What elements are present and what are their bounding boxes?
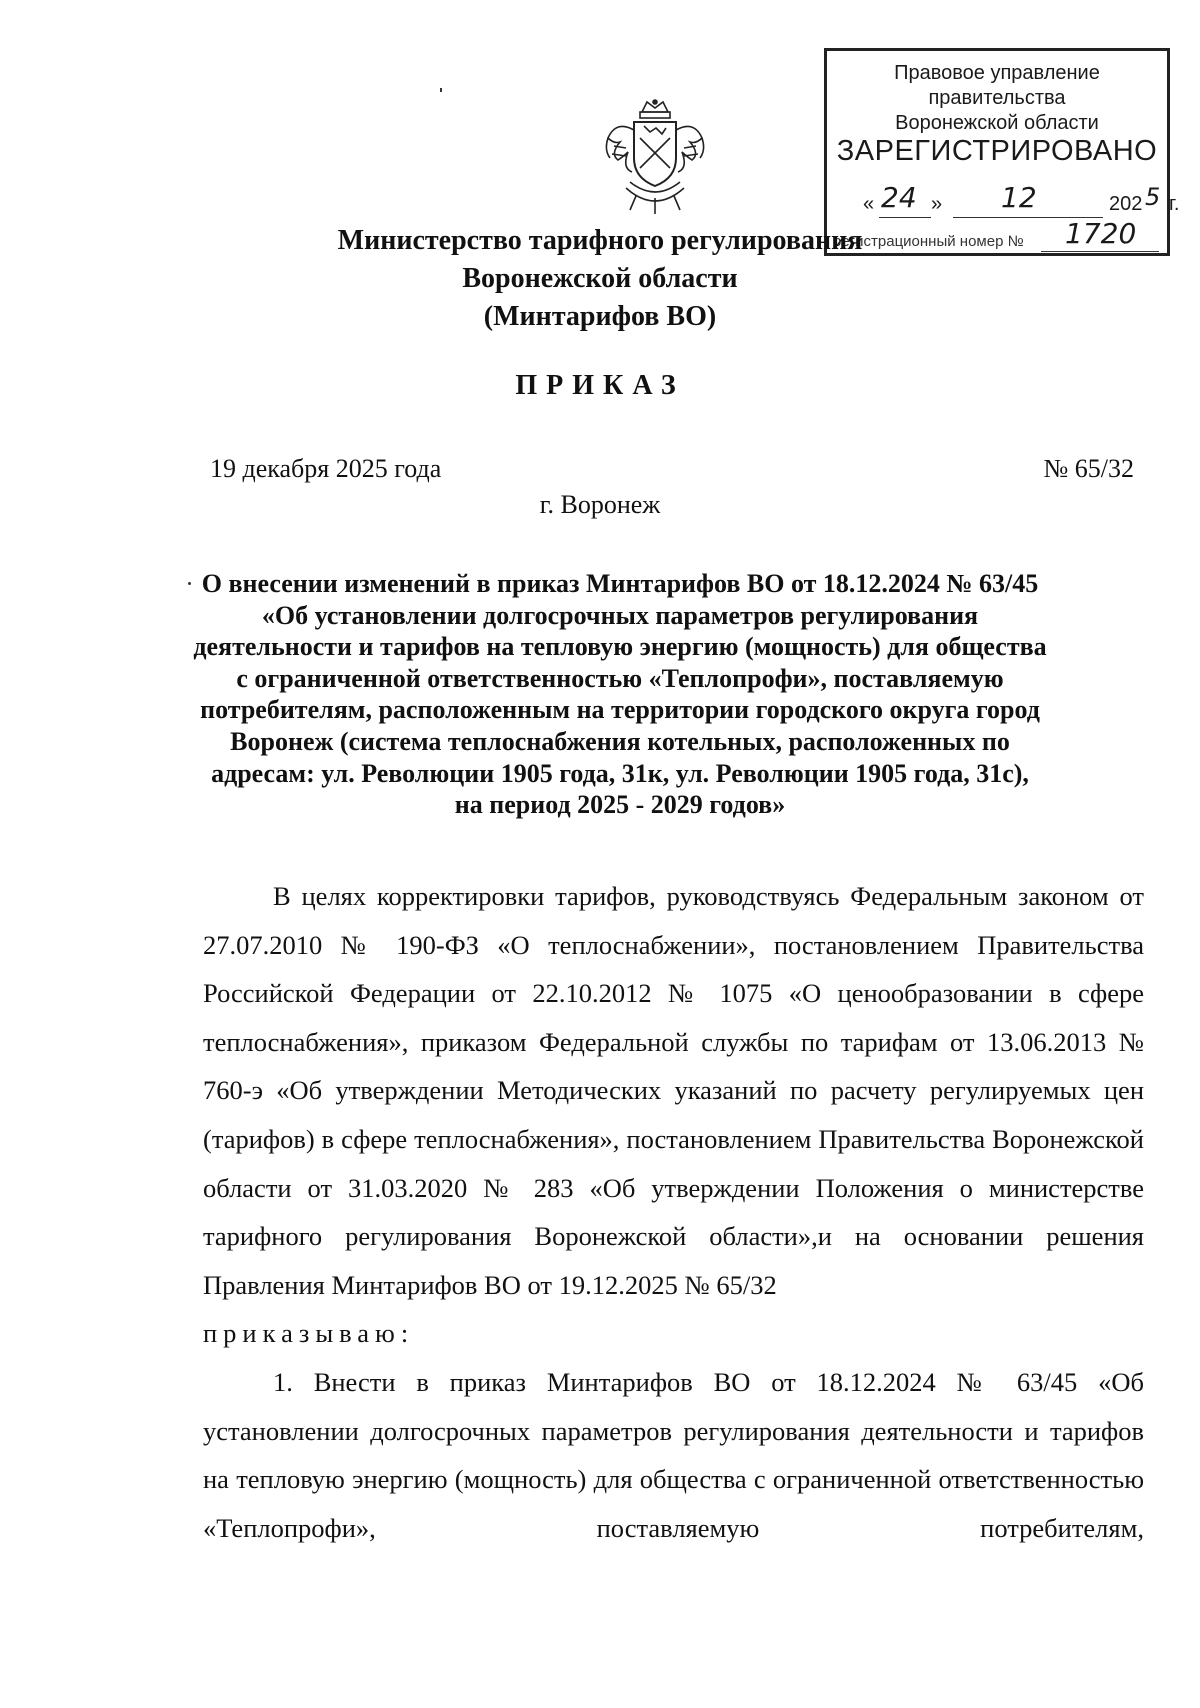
ministry-line: Министерство тарифного регулирования <box>337 225 863 256</box>
item-1-paragraph: 1. Внести в приказ Минтарифов ВО от 18.12.2024 № 63/45 «Об установлении долгосрочных параметров регулирования деятельности и тарифов на тепловую энергию (мощность) для общества с ограниченной ответственностью «Теплопрофи», поставляемую потребителям, <box>203 1366 1144 1543</box>
ministry-name <box>150 222 1050 336</box>
document-date: 19 декабря 2025 года <box>210 454 442 483</box>
stamp-number-underline <box>1041 251 1159 252</box>
preamble-paragraph: В целях корректировки тарифов, руководствуясь Федеральным законом от 27.07.2010 № 190-ФЗ «О теплоснабжении», постановлением Правительства Российской Федерации от 22.10.2012 № 1075 «О ценообразовании в сфере теплоснабжения», приказом Федеральной службы по тарифам от 13.06.2013 № 760-э «Об утверждении Методических указаний по расчету регулируемых цен (тарифов) в сфере теплоснабжения», постановлением Правительства Воронежской области от 31.03.2020 № 283 «Об утверждении Положения о министерстве тарифного регулирования Воронежской области»,и на основании решения Правления Минтарифов ВО от 19.12.2025 № 65/32 <box>203 881 1144 1300</box>
coat-of-arms-emblem <box>600 98 710 216</box>
stamp-org-line: Воронежской области <box>895 112 1099 134</box>
stamp-day-underline <box>879 217 931 218</box>
stamp-reg-number: 1720 <box>1065 217 1137 250</box>
stamp-quote-open: « <box>863 193 875 215</box>
subject-line: Воронеж (система теплоснабжения котельных, расположенных по <box>230 726 1010 756</box>
ministry-line: Воронежской области <box>462 263 738 294</box>
subject-line: О внесении изменений в приказ Минтарифов ВО от 18.12.2024 № 63/45 <box>201 569 1039 598</box>
document-number: № 65/32 <box>1043 454 1134 483</box>
document-type: ПРИКАЗ <box>515 370 685 401</box>
subject-line: на период 2025 - 2029 годов» <box>454 790 786 820</box>
subject-line: адресам: ул. Революции 1905 года, 31к, ул. Революции 1905 года, 31с), <box>211 758 1029 788</box>
subject-line: потребителям, расположенным на территории городского округа город <box>200 695 1040 725</box>
ministry-line: (Минтарифов ВО) <box>483 301 717 332</box>
stamp-year-suffix: г. <box>1169 193 1180 215</box>
subject-line: с ограниченной ответственностью «Теплопрофи», поставляемую <box>236 663 1004 693</box>
stamp-number-label: регистрационный номер № <box>833 233 1024 250</box>
stamp-organization <box>827 61 1167 136</box>
document-city: г. Воронеж <box>539 490 661 519</box>
stamp-org-line: Правовое управление правительства <box>894 62 1100 109</box>
scan-speck <box>440 88 442 92</box>
stamp-year-digit: 5 <box>1145 183 1161 211</box>
stamp-registered-label: ЗАРЕГИСТРИРОВАНО <box>836 135 1158 167</box>
order-word: приказываю: <box>203 1318 415 1349</box>
document-subject <box>190 568 1050 821</box>
stamp-month: 12 <box>1001 181 1037 214</box>
stamp-date <box>863 181 1180 221</box>
stamp-quote-close: » <box>931 193 943 215</box>
document-body <box>203 872 1144 1552</box>
subject-line: деятельности и тарифов на тепловую энергию (мощность) для общества <box>193 632 1047 662</box>
stamp-day: 24 <box>881 181 917 214</box>
subject-line: «Об установлении долгосрочных параметров регулирования <box>261 600 979 630</box>
stamp-year-prefix: 202 <box>1109 193 1143 215</box>
